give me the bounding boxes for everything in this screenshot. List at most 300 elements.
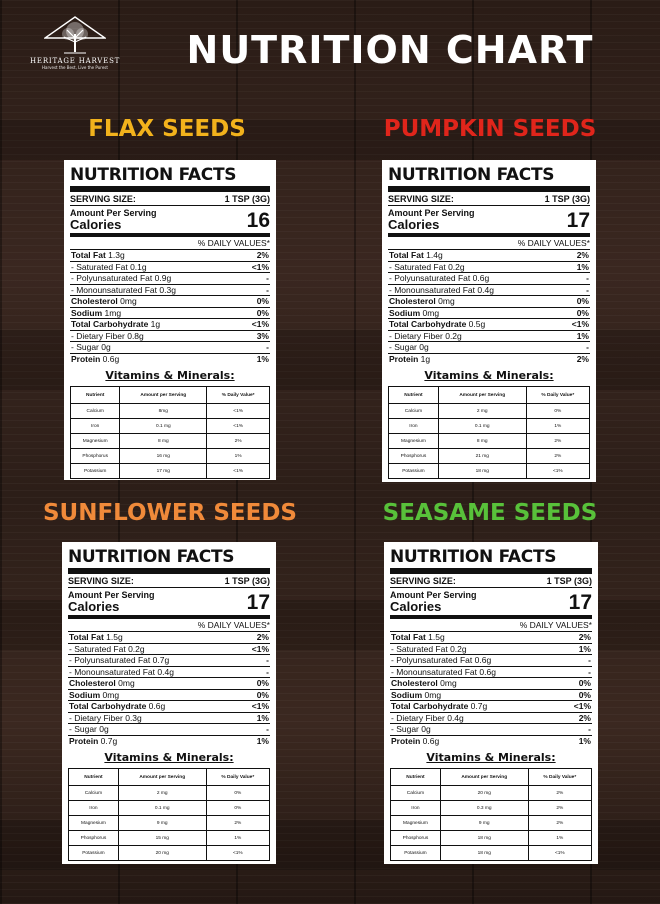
vitamins-table — [70, 386, 270, 479]
nutrient-daily-value: 0% — [578, 689, 591, 700]
nutrient-daily-value: 1% — [576, 330, 589, 341]
nutrient-daily-value: - — [586, 284, 589, 295]
nutrient-name: - Polyunsaturated Fat — [69, 655, 151, 665]
vitamins-minerals-heading: Vitamins & Minerals: — [104, 751, 234, 764]
nutrient-row — [390, 678, 592, 690]
nutrient-name: - Sugar — [391, 724, 419, 734]
nutrient-name: Cholesterol — [69, 678, 116, 688]
nutrient-name: - Monounsaturated Fat — [391, 666, 477, 677]
nutrient-row — [390, 701, 592, 713]
nutrient-name: - Monounsaturated Fat — [69, 666, 155, 677]
nutrient-amount: 0.6g — [474, 655, 492, 665]
nutrient-row — [390, 713, 592, 725]
vitamin-daily-value: 1% — [526, 419, 589, 434]
calories-value: 16 — [246, 209, 270, 232]
nutrient-row — [388, 273, 590, 285]
vitamins-table — [388, 386, 590, 479]
nutrient-name: - Saturated Fat — [391, 643, 448, 654]
tree-icon — [44, 16, 106, 56]
nutrient-row — [388, 250, 590, 262]
nutrient-amount: 1.3g — [108, 250, 125, 260]
vitamin-daily-value: <1% — [207, 419, 270, 434]
serving-size-row — [70, 192, 270, 206]
nutrient-row — [68, 644, 270, 656]
nutrient-name: - Saturated Fat — [389, 261, 446, 272]
nutrient-name: Total Fat — [69, 632, 104, 642]
nutrient-name: Protein — [389, 353, 419, 364]
nutrient-row — [70, 262, 270, 274]
vitamin-nutrient: Phosphorus — [69, 831, 119, 846]
serving-size-value: 1 TSP (3G) — [546, 576, 592, 586]
nutrient-name: Protein — [391, 735, 421, 746]
vitamin-nutrient: Calcium — [69, 786, 119, 801]
nutrient-daily-value: 2% — [256, 632, 269, 642]
vitamins-minerals-heading: Vitamins & Minerals: — [105, 369, 235, 382]
nutrient-row — [388, 296, 590, 308]
vitamin-row — [391, 801, 592, 816]
nutrient-name: Total Carbohydrate — [71, 319, 149, 329]
nutrient-amount: 0.4g — [447, 712, 464, 723]
nutrient-daily-value: 2% — [576, 250, 589, 260]
nutrient-row — [388, 354, 590, 365]
vitamin-amount: 18 mg — [440, 831, 528, 846]
vitamin-row — [71, 434, 270, 449]
nutrition-card-pumpkin — [382, 160, 596, 482]
vitamin-row — [69, 831, 270, 846]
nutrient-name: Protein — [71, 353, 101, 364]
vitamin-nutrient: Potassium — [69, 846, 119, 861]
nutrient-amount: 1.5g — [428, 632, 445, 642]
daily-values-header: % DAILY VALUES* — [388, 237, 590, 250]
nutrient-name: Total Carbohydrate — [391, 701, 469, 711]
nutrient-name: Sodium — [391, 689, 423, 700]
vitamin-amount: 2 mg — [118, 786, 206, 801]
nutrient-amount: 0g — [419, 342, 429, 352]
nutrient-name: - Dietary Fiber — [69, 712, 123, 723]
vitamin-nutrient: Calcium — [389, 404, 439, 419]
calories-label: Calories — [70, 217, 122, 232]
calories-value: 17 — [566, 209, 590, 232]
nutrient-amount: 0.6g — [102, 353, 120, 364]
nutrient-daily-value: 1% — [256, 712, 269, 723]
nutrient-amount: 0mg — [424, 689, 442, 700]
vitamin-row — [71, 464, 270, 479]
nutrient-name: Total Fat — [389, 250, 424, 260]
nutrient-amount: 1g — [150, 319, 161, 329]
nutrient-amount: 0.9g — [154, 273, 172, 283]
nutrient-daily-value: 3% — [256, 330, 269, 341]
vitamin-row — [69, 801, 270, 816]
vitamin-row — [389, 404, 590, 419]
vitamin-nutrient: Phosphorus — [71, 449, 120, 464]
nutrient-daily-value: 2% — [256, 250, 269, 260]
calories-row — [70, 206, 270, 237]
vitamin-amount: 18 mg — [438, 464, 526, 479]
nutrient-row — [70, 308, 270, 320]
nutrient-name: - Dietary Fiber — [391, 712, 445, 723]
vitamin-row — [389, 419, 590, 434]
nutrient-row — [388, 331, 590, 343]
nutrient-name: - Dietary Fiber — [71, 330, 125, 341]
vitamin-row — [389, 464, 590, 479]
nutrient-daily-value: 0% — [576, 296, 589, 306]
nutrient-amount: 0.5g — [468, 319, 486, 329]
nutrient-row — [70, 319, 270, 331]
nutrient-amount: 0.4g — [477, 284, 494, 295]
nutrient-row — [68, 690, 270, 702]
vitamin-daily-value: 2% — [207, 434, 270, 449]
nutrition-card-sunflower — [62, 542, 276, 864]
vitamin-amount: 9 mg — [118, 816, 206, 831]
vitamin-daily-value: 2% — [206, 816, 269, 831]
vitamin-nutrient: Potassium — [389, 464, 439, 479]
nutrient-name: - Sugar — [69, 724, 97, 734]
nutrient-daily-value: - — [586, 273, 589, 283]
amount-per-serving-label: Amount Per Serving — [390, 590, 477, 600]
nutrient-amount: 0.2g — [128, 643, 145, 654]
vitamin-daily-value: 1% — [528, 831, 591, 846]
nutrient-row — [388, 262, 590, 274]
nutrient-amount: 1.4g — [426, 250, 443, 260]
vitamin-nutrient: Iron — [71, 419, 120, 434]
nutrient-row — [68, 678, 270, 690]
vitamin-daily-value: 0% — [206, 786, 269, 801]
serving-size-label: SERVING SIZE: — [70, 194, 136, 204]
nutrient-row — [70, 273, 270, 285]
nutrient-row — [70, 285, 270, 297]
col-daily-value: % Daily Value* — [526, 387, 589, 404]
vitamin-row — [391, 846, 592, 861]
vitamin-nutrient: Iron — [391, 801, 441, 816]
nutrient-row — [70, 354, 270, 365]
serving-size-label: SERVING SIZE: — [68, 576, 134, 586]
nutrient-name: - Dietary Fiber — [389, 330, 443, 341]
vitamin-nutrient: Magnesium — [71, 434, 120, 449]
col-daily-value: % Daily Value* — [528, 769, 591, 786]
serving-size-row — [68, 574, 270, 588]
nutrient-amount: 0.3g — [125, 712, 142, 723]
nutrient-amount: 0.7g — [100, 735, 118, 746]
nutrient-row — [70, 296, 270, 308]
nutrient-daily-value: <1% — [251, 643, 269, 654]
nutrient-row — [68, 713, 270, 725]
vitamin-row — [391, 831, 592, 846]
nutrient-daily-value: 0% — [256, 296, 269, 306]
nutrient-row — [390, 632, 592, 644]
nutrition-facts-heading: NUTRITION FACTS — [70, 165, 270, 192]
vitamin-amount: 20 mg — [440, 786, 528, 801]
vitamins-table-header — [69, 769, 270, 786]
nutrient-amount: 0.3g — [159, 284, 176, 295]
vitamin-daily-value: <1% — [528, 846, 591, 861]
daily-values-header: % DAILY VALUES* — [70, 237, 270, 250]
col-nutrient: Nutrient — [71, 387, 120, 404]
vitamin-amount: 20 mg — [118, 846, 206, 861]
nutrient-name: Total Fat — [71, 250, 106, 260]
nutrient-amount: 0mg — [440, 678, 457, 688]
vitamin-daily-value: 2% — [526, 449, 589, 464]
nutrient-amount: 0.6g — [472, 273, 490, 283]
vitamin-daily-value: 2% — [528, 786, 591, 801]
serving-size-label: SERVING SIZE: — [390, 576, 456, 586]
vitamin-row — [389, 449, 590, 464]
calories-row — [390, 588, 592, 619]
vitamin-amount: 0.1 mg — [120, 419, 207, 434]
nutrient-amount: 0.2g — [445, 330, 462, 341]
vitamin-nutrient: Calcium — [391, 786, 441, 801]
nutrient-daily-value: <1% — [251, 701, 269, 711]
nutrient-row — [68, 655, 270, 667]
nutrient-daily-value: - — [266, 273, 269, 283]
nutrient-name: Cholesterol — [71, 296, 118, 306]
vitamin-nutrient: Potassium — [391, 846, 441, 861]
vitamin-daily-value: 2% — [528, 801, 591, 816]
vitamin-daily-value: <1% — [207, 404, 270, 419]
seed-title-pumpkin: PUMPKIN SEEDS — [383, 116, 597, 142]
vitamins-table — [390, 768, 592, 861]
serving-size-value: 1 TSP (3G) — [224, 194, 270, 204]
page-title: NUTRITION CHART — [186, 28, 594, 72]
vitamin-row — [391, 816, 592, 831]
vitamins-table-header — [389, 387, 590, 404]
nutrient-name: Cholesterol — [389, 296, 436, 306]
nutrient-row — [390, 644, 592, 656]
nutrient-row — [390, 724, 592, 736]
nutrient-daily-value: 0% — [576, 307, 589, 318]
nutrient-daily-value: <1% — [251, 261, 269, 272]
nutrient-amount: 0mg — [422, 307, 440, 318]
amount-per-serving-label: Amount Per Serving — [388, 208, 475, 218]
vitamin-row — [69, 816, 270, 831]
vitamin-daily-value: <1% — [207, 464, 270, 479]
vitamin-daily-value: 1% — [206, 831, 269, 846]
serving-size-label: SERVING SIZE: — [388, 194, 454, 204]
nutrient-amount: 0mg — [120, 296, 137, 306]
nutrient-amount: 0g — [421, 724, 431, 734]
nutrient-daily-value: - — [266, 342, 269, 352]
vitamin-row — [391, 786, 592, 801]
vitamin-amount: 18 mg — [440, 846, 528, 861]
nutrient-row — [70, 250, 270, 262]
nutrient-daily-value: 0% — [256, 678, 269, 688]
col-daily-value: % Daily Value* — [206, 769, 269, 786]
vitamin-row — [69, 846, 270, 861]
nutrient-name: - Sugar — [71, 342, 99, 352]
calories-label: Calories — [68, 599, 120, 614]
amount-per-serving-label: Amount Per Serving — [70, 208, 157, 218]
nutrient-daily-value: - — [588, 666, 591, 677]
nutrient-row — [388, 319, 590, 331]
vitamin-row — [69, 786, 270, 801]
vitamin-amount: 8mg — [120, 404, 207, 419]
vitamins-table-header — [71, 387, 270, 404]
nutrient-row — [68, 701, 270, 713]
nutrient-daily-value: 0% — [578, 678, 591, 688]
nutrient-daily-value: - — [266, 666, 269, 677]
serving-size-value: 1 TSP (3G) — [224, 576, 270, 586]
calories-value: 17 — [246, 591, 270, 614]
nutrient-amount: 0mg — [118, 678, 135, 688]
nutrient-daily-value: 1% — [576, 261, 589, 272]
nutrient-name: Sodium — [389, 307, 421, 318]
nutrient-daily-value: - — [266, 655, 269, 665]
nutrient-daily-value: <1% — [251, 319, 269, 329]
nutrient-daily-value: 0% — [256, 689, 269, 700]
nutrient-name: - Monounsaturated Fat — [71, 284, 157, 295]
vitamins-table-header — [391, 769, 592, 786]
brand-name: HERITAGE HARVEST — [30, 57, 121, 65]
vitamin-amount: 0.1 mg — [438, 419, 526, 434]
nutrient-name: Sodium — [69, 689, 101, 700]
brand-tagline: Harvest the Best, Live the Purest — [42, 65, 108, 70]
nutrient-name: - Monounsaturated Fat — [389, 284, 475, 295]
nutrient-amount: 0g — [99, 724, 109, 734]
nutrient-name: Cholesterol — [391, 678, 438, 688]
nutrition-card-flax — [64, 160, 276, 480]
nutrient-amount: 0.2g — [450, 643, 467, 654]
vitamin-amount: 2 mg — [438, 404, 526, 419]
vitamin-row — [71, 449, 270, 464]
vitamin-nutrient: Magnesium — [391, 816, 441, 831]
vitamin-row — [71, 419, 270, 434]
vitamin-nutrient: Magnesium — [389, 434, 439, 449]
nutrient-row — [70, 342, 270, 354]
nutrient-row — [388, 285, 590, 297]
vitamin-amount: 8 mg — [120, 434, 207, 449]
nutrient-amount: 0.6g — [422, 735, 440, 746]
vitamin-nutrient: Phosphorus — [389, 449, 439, 464]
nutrient-row — [388, 308, 590, 320]
nutrient-amount: 0g — [101, 342, 111, 352]
nutrient-daily-value: - — [586, 342, 589, 352]
vitamin-amount: 15 mg — [118, 831, 206, 846]
nutrient-row — [390, 655, 592, 667]
nutrient-name: Total Carbohydrate — [389, 319, 467, 329]
daily-values-header: % DAILY VALUES* — [68, 619, 270, 632]
vitamin-amount: 21 mg — [438, 449, 526, 464]
vitamin-amount: 17 mg — [120, 464, 207, 479]
nutrient-name: - Polyunsaturated Fat — [389, 273, 471, 283]
nutrient-daily-value: 2% — [578, 712, 591, 723]
nutrient-row — [68, 724, 270, 736]
nutrient-amount: 0.1g — [130, 261, 147, 272]
nutrient-row — [390, 736, 592, 747]
vitamins-minerals-heading: Vitamins & Minerals: — [426, 751, 556, 764]
nutrient-amount: 0mg — [102, 689, 120, 700]
nutrient-row — [388, 342, 590, 354]
nutrient-name: Total Carbohydrate — [69, 701, 147, 711]
nutrient-amount: 0.6g — [479, 666, 496, 677]
nutrient-amount: 0mg — [438, 296, 455, 306]
nutrient-daily-value: - — [588, 724, 591, 734]
seed-title-sunflower: SUNFLOWER SEEDS — [42, 500, 298, 526]
nutrient-daily-value: - — [266, 284, 269, 295]
vitamin-row — [71, 404, 270, 419]
nutrient-name: Protein — [69, 735, 99, 746]
col-amount: Amount per Serving — [440, 769, 528, 786]
nutrition-facts-heading: NUTRITION FACTS — [68, 547, 270, 574]
vitamin-amount: 9 mg — [440, 816, 528, 831]
nutrient-row — [390, 690, 592, 702]
nutrient-daily-value: 1% — [256, 735, 269, 746]
nutrient-daily-value: 0% — [256, 307, 269, 318]
brand-logo — [30, 16, 120, 86]
nutrient-amount: 0.4g — [157, 666, 174, 677]
nutrient-row — [68, 632, 270, 644]
vitamin-daily-value: 1% — [207, 449, 270, 464]
nutrient-name: Sodium — [71, 307, 103, 318]
nutrient-amount: 0.7g — [470, 701, 488, 711]
col-nutrient: Nutrient — [69, 769, 119, 786]
calories-label: Calories — [388, 217, 440, 232]
nutrient-name: - Sugar — [389, 342, 417, 352]
nutrient-daily-value: 1% — [578, 735, 591, 746]
col-nutrient: Nutrient — [389, 387, 439, 404]
calories-row — [388, 206, 590, 237]
vitamin-nutrient: Potassium — [71, 464, 120, 479]
calories-row — [68, 588, 270, 619]
nutrient-amount: 1g — [420, 353, 431, 364]
nutrient-name: - Polyunsaturated Fat — [71, 273, 153, 283]
nutrient-daily-value: - — [266, 724, 269, 734]
nutrient-daily-value: <1% — [571, 319, 589, 329]
nutrient-amount: 0.2g — [448, 261, 465, 272]
col-nutrient: Nutrient — [391, 769, 441, 786]
nutrient-amount: 1.5g — [106, 632, 123, 642]
nutrient-name: - Saturated Fat — [71, 261, 128, 272]
col-amount: Amount per Serving — [438, 387, 526, 404]
nutrient-daily-value: - — [588, 655, 591, 665]
nutrient-amount: 0.7g — [152, 655, 170, 665]
serving-size-row — [388, 192, 590, 206]
calories-value: 17 — [568, 591, 592, 614]
col-amount: Amount per Serving — [118, 769, 206, 786]
nutrient-amount: 1mg — [104, 307, 122, 318]
vitamin-nutrient: Magnesium — [69, 816, 119, 831]
vitamin-daily-value: <1% — [526, 464, 589, 479]
amount-per-serving-label: Amount Per Serving — [68, 590, 155, 600]
vitamins-table — [68, 768, 270, 861]
nutrient-daily-value: 1% — [578, 643, 591, 654]
nutrient-name: - Saturated Fat — [69, 643, 126, 654]
vitamin-amount: 8 mg — [438, 434, 526, 449]
nutrient-name: Total Fat — [391, 632, 426, 642]
vitamin-daily-value: 0% — [526, 404, 589, 419]
vitamin-nutrient: Iron — [389, 419, 439, 434]
vitamin-nutrient: Iron — [69, 801, 119, 816]
vitamins-minerals-heading: Vitamins & Minerals: — [424, 369, 554, 382]
serving-size-row — [390, 574, 592, 588]
nutrition-card-sesame — [384, 542, 598, 864]
nutrition-facts-heading: NUTRITION FACTS — [390, 547, 592, 574]
daily-values-header: % DAILY VALUES* — [390, 619, 592, 632]
vitamin-nutrient: Phosphorus — [391, 831, 441, 846]
vitamin-daily-value: 0% — [206, 801, 269, 816]
nutrient-row — [390, 667, 592, 679]
serving-size-value: 1 TSP (3G) — [544, 194, 590, 204]
nutrient-amount: 0.8g — [127, 330, 144, 341]
nutrient-daily-value: 2% — [576, 353, 589, 364]
calories-label: Calories — [390, 599, 442, 614]
nutrient-name: - Polyunsaturated Fat — [391, 655, 473, 665]
seed-title-flax: FLAX SEEDS — [88, 116, 246, 142]
seed-title-sesame: SEASAME SEEDS — [382, 500, 598, 526]
vitamin-daily-value: 2% — [526, 434, 589, 449]
vitamin-row — [389, 434, 590, 449]
col-amount: Amount per Serving — [120, 387, 207, 404]
vitamin-amount: 0.1 mg — [118, 801, 206, 816]
nutrient-daily-value: 2% — [578, 632, 591, 642]
